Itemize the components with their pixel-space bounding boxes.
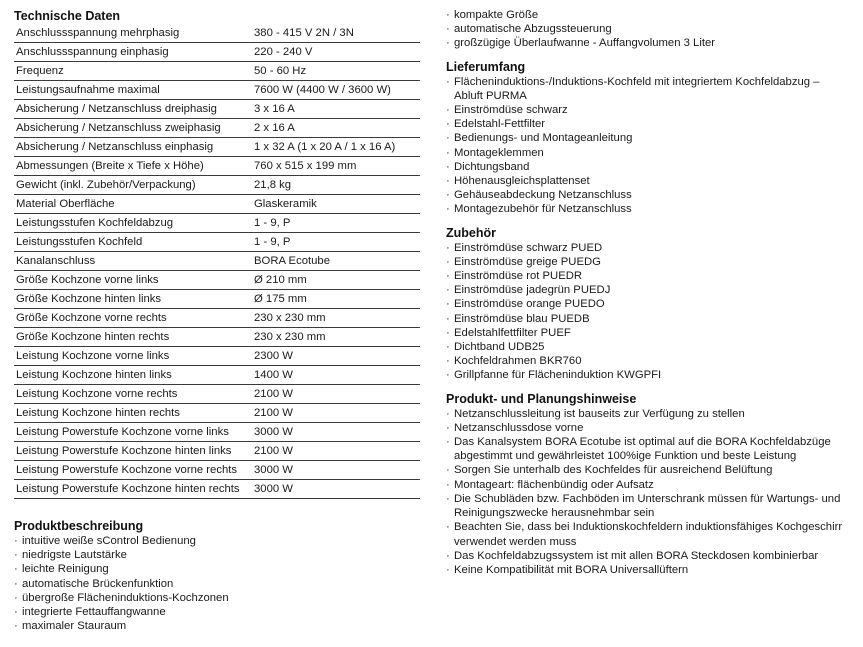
table-row [14,347,420,366]
spec-label: Frequenz [14,62,250,81]
tech-title: Technische Daten [14,9,121,23]
table-row [14,290,420,309]
table-row [14,271,420,290]
spec-label: Leistung Kochzone vorne rechts [14,385,250,404]
list-item-text: Höhenausgleichsplattenset [454,175,590,188]
spec-label: Leistung Kochzone hinten rechts [14,404,250,423]
zubehoer-list [446,241,856,383]
list-item: · automatische Brückenfunktion [14,577,420,591]
table-row [14,423,420,442]
hinweise-list [446,407,856,577]
list-item [446,174,856,188]
list-item-text: Einströmdüse schwarz [454,104,568,117]
table-row [14,442,420,461]
list-item: · maximaler Stauraum [14,619,420,633]
list-item: · integrierte Fettauffangwanne [14,605,420,619]
spec-value: 21,8 kg [250,176,420,195]
list-item: · Einströmdüse schwarz PUED [446,241,856,255]
produkt-list [14,534,420,633]
spec-value: 3000 W [250,461,420,480]
list-item: · übergroße Flächeninduktions-Kochzonen [14,591,420,605]
list-item-text: Montagezubehör für Netzanschluss [454,203,632,216]
list-item: · Einströmdüse blau PUEDB [446,312,856,326]
spec-label: Leistung Powerstufe Kochzone vorne rechts [14,461,250,480]
spec-value: 2 x 16 A [250,119,420,138]
spec-value: Glaskeramik [250,195,420,214]
liefer-list [446,75,856,217]
spec-value: 50 - 60 Hz [250,62,420,81]
table-row [14,214,420,233]
list-item [446,549,856,563]
tech-table [14,24,420,499]
spec-value: 3000 W [250,423,420,442]
list-item-text: Netzanschlussleitung ist bauseits zur Verfügung zu stellen [454,407,745,420]
spec-value: 230 x 230 mm [250,309,420,328]
list-item-text-continued: Abluft PURMA [454,89,527,102]
list-item-text: Bedienungs- und Montageanleitung [454,132,633,145]
spec-value: 230 x 230 mm [250,328,420,347]
table-row [14,24,420,43]
table-row [14,81,420,100]
left-column [14,8,420,633]
spec-label: Größe Kochzone hinten links [14,290,250,309]
spec-label: Leistung Powerstufe Kochzone hinten links [14,442,250,461]
spec-label: Größe Kochzone vorne links [14,271,250,290]
list-item: · niedrigste Lautstärke [14,548,420,562]
list-item [446,188,856,202]
list-item-text: Dichtungsband [454,160,530,173]
table-row [14,461,420,480]
table-row [14,195,420,214]
spec-value: 1 - 9, P [250,233,420,252]
list-item [446,75,856,103]
list-item [446,563,856,577]
list-item: · Dichtband UDB25 [446,340,856,354]
spec-label: Absicherung / Netzanschluss einphasig [14,138,250,157]
list-item-text: Das Kochfeldabzugssystem ist mit allen BORA Steckdosen kombinierbar [454,549,819,562]
list-item-text: Montageart: flächenbündig oder Aufsatz [454,478,654,491]
table-row [14,233,420,252]
spec-value: BORA Ecotube [250,252,420,271]
table-row [14,138,420,157]
produkt-cont-list [446,8,856,51]
hinweise-title: Produkt- und Planungshinweise [446,391,637,406]
spec-label: Leistung Kochzone hinten links [14,366,250,385]
table-row [14,480,420,499]
spec-value: 3000 W [250,480,420,499]
spec-label: Größe Kochzone hinten rechts [14,328,250,347]
list-item-text: Sorgen Sie unterhalb des Kochfeldes für ausreichend Belüftung [454,464,773,477]
list-item: · automatische Abzugssteuerung [446,22,856,36]
spec-label: Größe Kochzone vorne rechts [14,309,250,328]
list-item-text: Beachten Sie, dass bei Induktionskochfeldern induktionsfähiges Kochgeschirr [454,521,843,534]
spec-value: 1400 W [250,366,420,385]
list-item-text-continued: abgestimmt und gewährleistet 100%ige Funktion und beste Leistung [454,450,797,463]
spec-value: 2100 W [250,385,420,404]
spec-label: Leistungsstufen Kochfeldabzug [14,214,250,233]
list-item: · Kochfeldrahmen BKR760 [446,354,856,368]
table-row [14,385,420,404]
spec-label: Leistungsaufnahme maximal [14,81,250,100]
spec-label: Gewicht (inkl. Zubehör/Verpackung) [14,176,250,195]
right-column [446,8,856,577]
list-item [446,478,856,492]
spec-label: Absicherung / Netzanschluss dreiphasig [14,100,250,119]
spec-value: 380 - 415 V 2N / 3N [250,24,420,43]
spec-value: 220 - 240 V [250,43,420,62]
list-item: · leichte Reinigung [14,562,420,576]
table-row [14,252,420,271]
spec-label: Kanalanschluss [14,252,250,271]
table-row [14,62,420,81]
list-item [446,492,856,520]
list-item [446,160,856,174]
list-item [446,407,856,421]
list-item [446,117,856,131]
spec-value: 760 x 515 x 199 mm [250,157,420,176]
list-item [446,146,856,160]
list-item-text-continued: Reinigungszwecke herausnehmbar sein [454,507,655,520]
spec-value: Ø 210 mm [250,271,420,290]
spec-value: 1 - 9, P [250,214,420,233]
table-row [14,176,420,195]
table-row [14,404,420,423]
list-item-text: Keine Kompatibilität mit BORA Universallüftern [454,563,689,576]
list-item: · Einströmdüse orange PUEDO [446,297,856,311]
list-item [446,463,856,477]
list-item: · Grillpfanne für Flächeninduktion KWGPFI [446,368,856,382]
list-item-text: Netzanschlussdose vorne [454,421,584,434]
spec-value: 2300 W [250,347,420,366]
list-item [446,435,856,463]
list-item-text: Montageklemmen [454,146,544,159]
list-item [446,131,856,145]
list-item [446,103,856,117]
table-row [14,328,420,347]
spec-label: Abmessungen (Breite x Tiefe x Höhe) [14,157,250,176]
spec-label: Leistung Kochzone vorne links [14,347,250,366]
table-row [14,309,420,328]
produkt-title: Produktbeschreibung [14,519,144,533]
zubehoer-title: Zubehör [446,225,496,240]
spec-value: 1 x 32 A (1 x 20 A / 1 x 16 A) [250,138,420,157]
list-item: · großzügige Überlaufwanne - Auffangvolumen 3 Liter [446,36,856,50]
table-row [14,157,420,176]
spec-label: Leistung Powerstufe Kochzone hinten rechts [14,480,250,499]
list-item-text: Das Kanalsystem BORA Ecotube ist optimal auf die BORA Kochfeldabzüge [454,436,831,449]
spec-label: Material Oberfläche [14,195,250,214]
list-item: · Einströmdüse greige PUEDG [446,255,856,269]
list-item: · Edelstahlfettfilter PUEF [446,326,856,340]
spec-label: Absicherung / Netzanschluss zweiphasig [14,119,250,138]
list-item-text: Die Schubläden bzw. Fachböden im Unterschrank müssen für Wartungs- und [454,492,841,505]
spec-label: Leistungsstufen Kochfeld [14,233,250,252]
list-item: · kompakte Größe [446,8,856,22]
list-item: · Einströmdüse rot PUEDR [446,269,856,283]
list-item [446,421,856,435]
table-row [14,366,420,385]
spec-value: 2100 W [250,404,420,423]
list-item: · intuitive weiße sControl Bedienung [14,534,420,548]
spec-label: Leistung Powerstufe Kochzone vorne links [14,423,250,442]
list-item-text: Gehäuseabdeckung Netzanschluss [454,189,632,202]
list-item-text-continued: verwendet werden muss [454,535,577,548]
list-item [446,520,856,548]
spec-value: 3 x 16 A [250,100,420,119]
spec-label: Anschlussspannung mehrphasig [14,24,250,43]
list-item: · Einströmdüse jadegrün PUEDJ [446,283,856,297]
table-row [14,100,420,119]
spec-value: 7600 W (4400 W / 3600 W) [250,81,420,100]
list-item-text: Flächeninduktions-/Induktions-Kochfeld mit integriertem Kochfeldabzug – [454,75,820,88]
list-item-text: Edelstahl-Fettfilter [454,118,546,131]
liefer-title: Lieferumfang [446,59,526,74]
spec-value: 2100 W [250,442,420,461]
table-row [14,43,420,62]
spec-value: Ø 175 mm [250,290,420,309]
spec-label: Anschlussspannung einphasig [14,43,250,62]
table-row [14,119,420,138]
list-item [446,202,856,216]
